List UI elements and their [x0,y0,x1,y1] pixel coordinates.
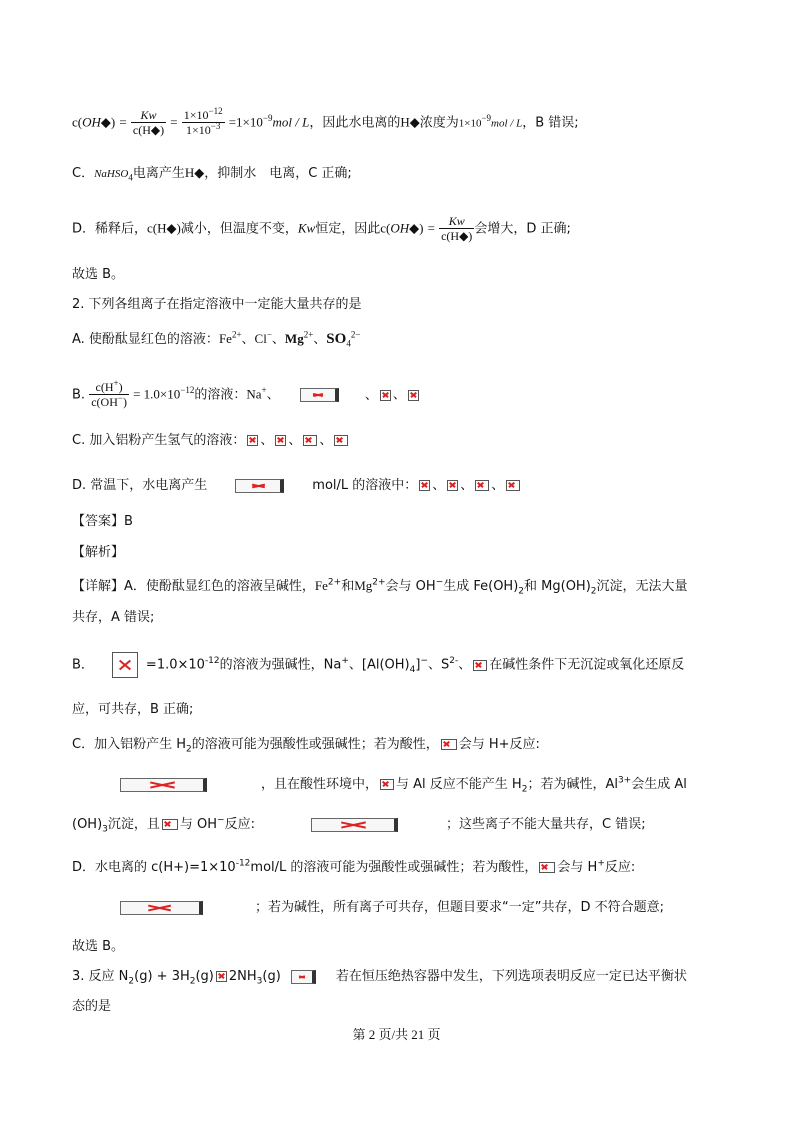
detail-d-line1 [72,858,635,878]
detail-d-line2 [72,898,664,918]
broken-image-icon [334,435,348,446]
ion-na: Na [246,386,262,402]
text-segment: ；若为碱性，Al [527,777,618,792]
option-label: B. [72,387,86,403]
separator: 、 [288,433,302,448]
option-c-text: C. 加入铝粉产生氢气的溶液： [72,433,246,448]
text-segment: (g) + 3H [134,969,190,984]
formula-sub: 4 [128,172,133,183]
solution-line-b-calc: c(OH◆) = $\frac{Kw}{c(H◆)}$ = $\frac{1\times 10^{-12}}{1\times 10^{-3}}$ $=1\times 10^{-9}mol / L$，因此水电离的H◆浓度为$1\times 10^{-9}mol / L$，B 错误; [72,106,579,137]
ion-so4: SO [326,331,347,347]
detail-conclusion: 故选 B。 [72,939,125,954]
value-fraction [182,108,225,138]
text-segment: 会与 OH [385,579,436,594]
separator: 、 [319,433,333,448]
subscript: 2 [186,744,192,755]
ch-expression: c(H◆) [147,220,181,236]
oh-symbol: OH◆ [82,114,111,130]
detail-a-line1 [72,576,688,597]
broken-formula-image [311,818,398,832]
charge: + [113,378,119,388]
broken-image-icon [247,435,258,446]
analysis-label: 【解析】 [72,545,125,560]
solution-line-c [72,163,352,184]
broken-image-icon [380,779,394,790]
broken-image-icon [216,971,227,982]
subscript: 2 [521,784,528,795]
option-label: C． [72,166,95,181]
conc-symbol: c [72,114,78,130]
answer-label: 【答案】B [72,514,133,529]
ion-fe: Fe [314,578,328,593]
ratio-exp: -12 [204,656,220,667]
separator: 、 [260,433,274,448]
detail-b-line1 [72,652,684,678]
separator: 、 [271,332,285,347]
question-2-option-c [72,431,350,451]
paren: ) [118,380,123,394]
separator: 、 [460,478,474,493]
separator: 、 [266,387,280,403]
result-value: =1×10 [228,114,263,130]
text-segment: D．水电离的 c(H+)=1×10 [72,860,236,875]
ion-fe: Fe [218,331,232,346]
detail-b-line2: 应，可共存，B 正确; [72,702,194,717]
separator: 、 [313,332,327,347]
kw-fraction [131,108,166,138]
conc-exp: −9 [481,113,492,124]
broken-formula-image [120,901,203,915]
text-segment: 沉淀，无法大量 [596,579,688,594]
broken-image-icon [506,480,520,491]
formula-nahso4: NaHSO [94,168,129,180]
ion-charge: 2+ [231,329,242,340]
text-segment: 和 [341,579,355,594]
option-d-text: mol/L 的溶液中： [312,478,418,493]
question-2-option-b [72,380,421,410]
broken-image-icon [475,480,489,491]
subscript: 3 [256,976,263,987]
question-2-stem: 2. 下列各组离子在指定溶液中一定能大量共存的是 [72,297,362,312]
ratio-den: c(OH [91,395,118,409]
broken-formula-image [120,778,207,792]
charge: − [420,656,428,667]
text-segment: 会生成 Al [631,777,687,792]
num-value: 1×10 [183,108,209,122]
conc-symbol: c [380,220,386,236]
detail-c-line2 [72,775,687,795]
kw-numerator: Kw [131,108,166,123]
detail-c-line3 [72,815,646,835]
broken-image-icon [447,480,458,491]
ch-denominator: c(H◆) [132,123,165,137]
ion-charge: 2− [350,329,361,340]
ratio-value: = 1.0×10 [133,386,181,402]
question-3-stem [72,967,687,987]
text-segment: 、 [458,657,472,673]
ion-sub: 4 [346,338,351,349]
paren: ) [122,395,127,409]
ratio-value: =1.0×10 [145,657,205,673]
den-value: 1×10 [185,123,211,137]
text-segment: 恒定，因此 [315,221,381,237]
subscript: 4 [409,665,416,676]
result-unit: mol / L [272,114,310,130]
ion-charge: 2+ [303,329,314,340]
ratio-exp: −12 [180,385,195,396]
text-segment: 与 Al 反应不能产生 H [396,777,522,792]
text-segment: 与 OH [179,817,218,832]
subscript: 2 [189,976,196,987]
text-segment: ] [415,657,421,673]
broken-image-icon [441,739,457,750]
text-segment: 会与 H [557,860,598,875]
text-segment: 、S [427,657,450,673]
ratio-num: c(H [95,380,114,394]
separator: 、 [241,332,255,347]
detail-c-line1 [72,735,540,755]
text-segment: 在碱性条件下无沉淀或氧化还原反 [489,657,685,673]
ratio-fraction [89,380,129,410]
text-segment: 2NH [228,969,257,984]
charge: 2+ [372,577,386,588]
text-segment: 的溶液为强碱性，Na [219,657,342,673]
kw-symbol: Kw [297,220,316,236]
question-3-stem-cont: 态的是 [72,999,112,1014]
conc-unit: mol / L [491,117,523,130]
text-segment: 生成 Fe(OH) [443,579,519,594]
oh-symbol: OH◆ [390,220,420,236]
text-segment: mol/L 的溶液可能为强酸性或强碱性；若为酸性， [250,860,538,875]
text-segment: ；这些离子不能大量共存，C 错误; [445,817,646,832]
broken-image-icon [539,862,555,873]
charge: − [117,393,123,403]
charge: − [217,815,225,826]
option-label: B． [72,657,94,673]
subscript: 3 [102,824,108,835]
text-segment: 的溶液： [194,387,247,403]
text-segment: 【详解】A．使酚酞显红色的溶液呈碱性， [72,579,315,594]
option-a-text: A. 使酚酞显红色的溶液： [72,332,219,347]
text-segment: 沉淀，且 [107,817,160,832]
conc-value: 1×10 [458,117,482,130]
text-segment: ，B 错误; [522,115,579,131]
exponent: -12 [235,858,251,869]
h-symbol: H◆ [184,165,205,180]
broken-image-icon [380,390,391,401]
ch-denominator: c(H◆) [441,229,473,243]
text-segment: 反应: [224,817,255,832]
charge: + [341,656,349,667]
broken-image-icon [408,390,419,401]
text-segment: 和 Mg(OH) [524,579,591,594]
result-exp: −9 [262,113,273,124]
text-segment: 减小，但温度不变， [180,221,298,237]
question-2-option-a [72,329,360,350]
broken-image-icon [419,480,430,491]
text-segment: 若在恒压绝热容器中发生，下列选项表明反应一定已达平衡状 [335,969,687,984]
den-exp: −3 [210,121,221,131]
solution-conclusion: 故选 B。 [72,267,125,282]
text-segment: 会与 H+反应: [458,737,540,752]
text-segment: ；若为碱性，所有离子可共存，但题目要求“一定”共存，D 不符合题意; [255,900,664,915]
question-2-option-d [72,476,522,496]
text-segment: C．加入铝粉产生 H [72,737,186,752]
equals: = [427,220,435,236]
charge: − [435,577,444,588]
page-footer: 第 2 页/共 21 页 [352,1027,441,1042]
text-segment: 反应: [604,860,636,875]
kw-fraction [439,214,474,244]
text-segment: 、[Al(OH) [348,657,410,673]
separator: 、 [491,478,505,493]
ion-mg: Mg [354,578,373,593]
ion-mg: Mg [284,331,304,346]
text-segment: (g) [195,969,214,984]
text-segment: ，抑制水 电离，C 正确; [204,166,352,181]
ion-charge: − [266,329,272,340]
ion-cl: Cl [254,331,267,346]
text-segment: (g) [262,969,281,984]
num-exp: −12 [208,106,223,116]
separator: 、 [432,478,446,493]
equals-2: = [170,114,178,130]
text-segment: 浓度为 [419,115,459,131]
broken-formula-image [235,479,284,493]
broken-image-icon [162,819,178,830]
option-d-text: D. 常温下，水电离产生 [72,478,208,493]
broken-image-icon [275,435,286,446]
option-label: D．稀释后， [72,221,148,237]
equals: = [119,114,127,130]
subscript: 2 [128,976,135,987]
separator: 、 [392,387,406,403]
broken-formula-image [291,970,316,984]
broken-formula-image [300,388,339,402]
solution-line-d: D．稀释后，c(H◆)减小，但温度不变，Kw恒定，因此c(OH◆) = $\frac{Kw}{c(H◆)}$ 会增大，D 正确; [72,214,571,243]
separator: 、 [364,387,378,403]
subscript: 2 [590,586,597,597]
text-segment: 3. 反应 N [72,969,129,984]
detail-a-line2: 共存，A 错误; [72,610,155,625]
charge: 2+ [327,577,342,588]
subscript: 2 [518,586,525,597]
text-segment: (OH) [72,817,103,832]
text-segment: 的溶液可能为强酸性或强碱性；若为酸性， [191,737,439,752]
charge: 3+ [617,775,632,786]
charge: + [597,858,605,869]
text-segment: ，且在酸性环境中， [261,777,379,792]
text-segment: 电离产生 [132,166,185,181]
h-symbol: H◆ [400,114,420,130]
broken-image-icon [473,660,487,671]
charge: + [261,385,267,396]
text-segment: ，因此水电离的 [309,115,401,131]
text-segment: 会增大，D 正确; [474,221,571,237]
charge: 2- [449,656,459,667]
broken-image-icon [112,652,138,678]
kw-numerator: Kw [439,214,474,229]
broken-image-icon [303,435,317,446]
